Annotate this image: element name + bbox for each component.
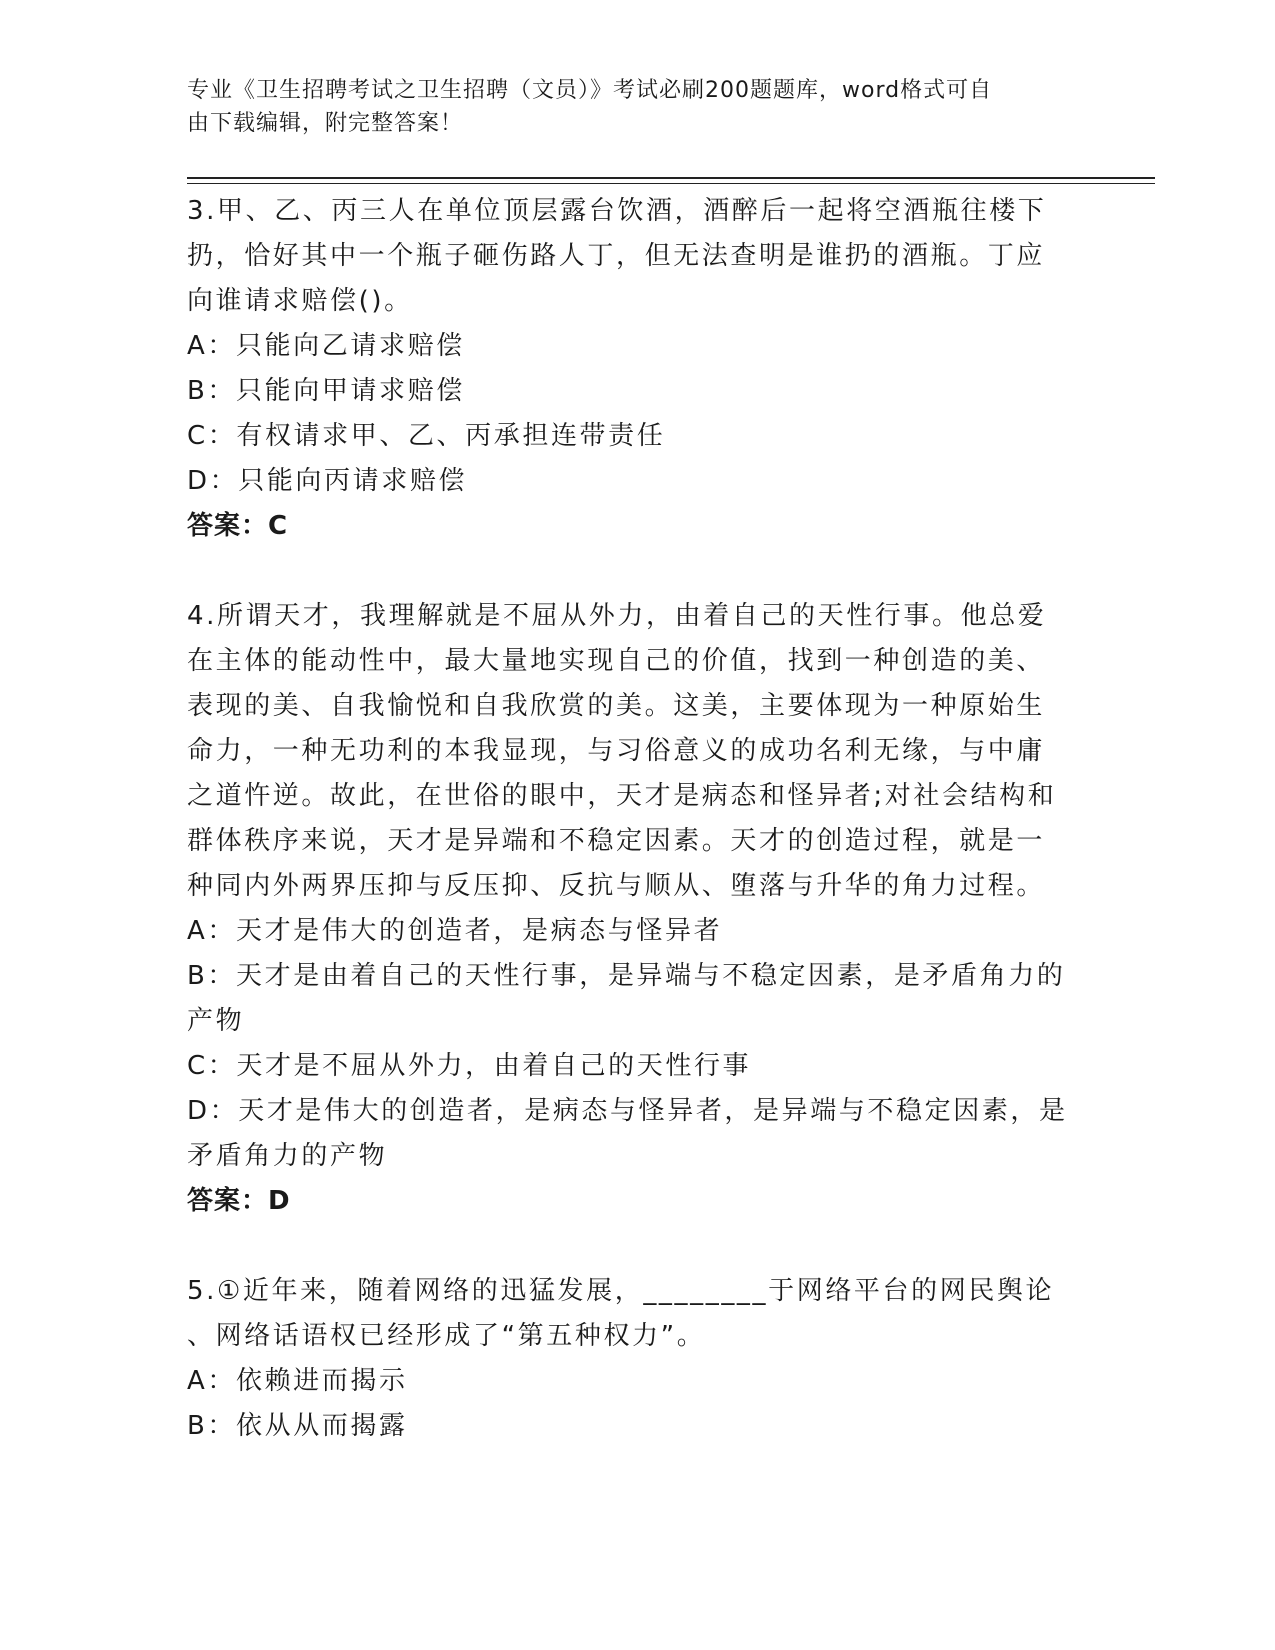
- question-spacer: [187, 1224, 1087, 1269]
- option-d: D：天才是伟大的创造者，是病态与怪异者，是异端与不稳定因素，是: [187, 1096, 1068, 1126]
- question-stem-line: 4.所谓天才，我理解就是不屈从外力，由着自己的天性行事。他总爱: [187, 601, 1047, 631]
- question-spacer: [187, 549, 1087, 594]
- question-stem-line: 5.①近年来，随着网络的迅猛发展，________于网络平台的网民舆论: [187, 1276, 1055, 1306]
- option-c: C：有权请求甲、乙、丙承担连带责任: [187, 421, 666, 451]
- option-b: B：天才是由着自己的天性行事，是异端与不稳定因素，是矛盾角力的: [187, 961, 1066, 991]
- document-header: [187, 74, 1067, 140]
- option-b: B：依从从而揭露: [187, 1411, 408, 1441]
- question-stem-line: 向谁请求赔偿()。: [187, 286, 413, 316]
- answer-line: 答案：D: [187, 1186, 291, 1216]
- question-stem-line: 、网络话语权已经形成了“第五种权力”。: [187, 1321, 706, 1351]
- question-stem-line: 表现的美、自我愉悦和自我欣赏的美。这美，主要体现为一种原始生: [187, 691, 1046, 721]
- question-list: [187, 189, 1087, 1449]
- option-b: B：只能向甲请求赔偿: [187, 376, 465, 406]
- answer-line: 答案：C: [187, 511, 289, 541]
- option-a: A：依赖进而揭示: [187, 1366, 408, 1396]
- option-c: C：天才是不屈从外力，由着自己的天性行事: [187, 1051, 752, 1081]
- question-stem-line: 在主体的能动性中，最大量地实现自己的价值，找到一种创造的美、: [187, 646, 1046, 676]
- question-stem-line: 命力，一种无功利的本我显现，与习俗意义的成功名利无缘，与中庸: [187, 736, 1046, 766]
- question-stem-line: 3.甲、乙、丙三人在单位顶层露台饮酒，酒醉后一起将空酒瓶往楼下: [187, 196, 1047, 226]
- question-stem-line: 之道忤逆。故此，在世俗的眼中，天才是病态和怪异者;对社会结构和: [187, 781, 1057, 811]
- header-divider-thin: [187, 183, 1155, 184]
- question-block: [187, 189, 1087, 549]
- question-stem-line: 群体秩序来说，天才是异端和不稳定因素。天才的创造过程，就是一: [187, 826, 1046, 856]
- header-divider-thick: [187, 177, 1155, 179]
- question-block: [187, 1269, 1087, 1449]
- header-line-2: 由下载编辑，附完整答案！: [187, 111, 464, 136]
- option-d: D：只能向丙请求赔偿: [187, 466, 468, 496]
- question-stem-line: 种同内外两界压抑与反压抑、反抗与顺从、堕落与升华的角力过程。: [187, 871, 1046, 901]
- header-line-1: 专业《卫生招聘考试之卫生招聘（文员）》考试必刷200题题库，word格式可自: [187, 78, 993, 103]
- option-d-continued: 矛盾角力的产物: [187, 1141, 388, 1171]
- question-block: [187, 594, 1087, 1224]
- option-a: A：天才是伟大的创造者，是病态与怪异者: [187, 916, 723, 946]
- option-b-continued: 产物: [187, 1006, 245, 1036]
- option-a: A：只能向乙请求赔偿: [187, 331, 465, 361]
- question-stem-line: 扔，恰好其中一个瓶子砸伤路人丁，但无法查明是谁扔的酒瓶。丁应: [187, 241, 1046, 271]
